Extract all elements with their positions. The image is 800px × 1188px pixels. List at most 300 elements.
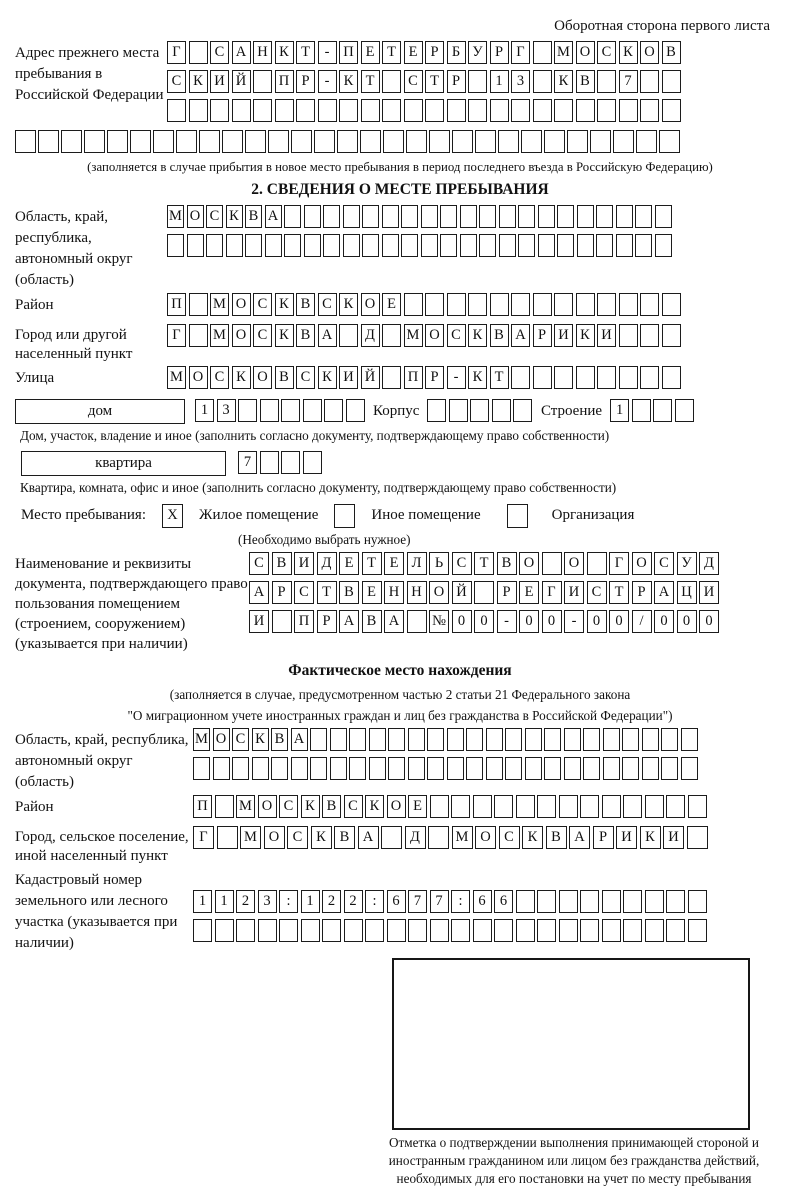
char-box[interactable] [557, 205, 574, 228]
char-box[interactable]: - [564, 610, 584, 633]
char-box[interactable] [303, 399, 322, 422]
char-box[interactable]: К [468, 366, 487, 389]
char-box[interactable] [544, 757, 561, 780]
char-box[interactable] [564, 757, 581, 780]
char-box[interactable] [662, 99, 681, 122]
char-box[interactable] [655, 234, 672, 257]
char-box[interactable] [339, 324, 358, 347]
char-box[interactable] [587, 552, 607, 575]
char-box[interactable] [408, 728, 425, 751]
char-box[interactable] [260, 399, 279, 422]
char-box[interactable]: Н [384, 581, 404, 604]
char-box[interactable] [533, 293, 552, 316]
char-box[interactable]: М [404, 324, 423, 347]
char-box[interactable] [322, 919, 341, 942]
char-box[interactable] [15, 130, 36, 153]
char-box[interactable] [659, 130, 680, 153]
char-box[interactable] [479, 205, 496, 228]
char-box[interactable]: 7 [430, 890, 449, 913]
char-box[interactable]: О [640, 41, 659, 64]
char-box[interactable]: 0 [654, 610, 674, 633]
char-box[interactable] [516, 890, 535, 913]
char-box[interactable] [516, 795, 535, 818]
char-box[interactable]: А [358, 826, 379, 849]
char-box[interactable] [557, 234, 574, 257]
char-box[interactable] [404, 293, 423, 316]
char-box[interactable]: М [554, 41, 573, 64]
char-box[interactable]: К [640, 826, 661, 849]
char-box[interactable]: Й [452, 581, 472, 604]
char-box[interactable] [382, 99, 401, 122]
char-box[interactable]: Е [404, 41, 423, 64]
char-box[interactable] [623, 795, 642, 818]
char-box[interactable]: Е [361, 41, 380, 64]
char-box[interactable] [602, 890, 621, 913]
char-box[interactable]: : [451, 890, 470, 913]
char-box[interactable] [597, 366, 616, 389]
char-box[interactable]: П [339, 41, 358, 64]
char-box[interactable] [404, 99, 423, 122]
char-box[interactable]: Й [232, 70, 251, 93]
char-box[interactable] [232, 757, 249, 780]
char-box[interactable]: И [564, 581, 584, 604]
char-box[interactable]: О [187, 205, 204, 228]
char-box[interactable] [401, 234, 418, 257]
char-box[interactable] [662, 366, 681, 389]
char-box[interactable] [460, 205, 477, 228]
char-box[interactable] [486, 728, 503, 751]
char-box[interactable]: 3 [511, 70, 530, 93]
char-box[interactable] [318, 99, 337, 122]
char-box[interactable] [429, 130, 450, 153]
char-box[interactable]: И [616, 826, 637, 849]
char-box[interactable]: В [546, 826, 567, 849]
char-box[interactable] [475, 130, 496, 153]
char-box[interactable]: 1 [195, 399, 214, 422]
char-box[interactable] [349, 757, 366, 780]
char-box[interactable]: В [362, 610, 382, 633]
char-box[interactable] [447, 293, 466, 316]
char-box[interactable] [479, 234, 496, 257]
char-box[interactable] [84, 130, 105, 153]
char-box[interactable] [61, 130, 82, 153]
char-box[interactable]: К [522, 826, 543, 849]
char-box[interactable] [559, 919, 578, 942]
char-box[interactable]: М [167, 366, 186, 389]
char-box[interactable] [430, 795, 449, 818]
char-box[interactable] [281, 399, 300, 422]
char-box[interactable]: К [318, 366, 337, 389]
char-box[interactable]: В [322, 795, 341, 818]
char-box[interactable] [640, 99, 659, 122]
char-box[interactable]: А [249, 581, 269, 604]
char-box[interactable] [666, 890, 685, 913]
char-box[interactable] [291, 130, 312, 153]
char-box[interactable]: О [258, 795, 277, 818]
char-box[interactable]: О [564, 552, 584, 575]
char-box[interactable] [447, 728, 464, 751]
char-box[interactable] [470, 399, 489, 422]
char-box[interactable] [640, 293, 659, 316]
char-box[interactable] [215, 795, 234, 818]
char-box[interactable]: С [253, 324, 272, 347]
char-box[interactable]: 1 [193, 890, 212, 913]
char-box[interactable]: И [210, 70, 229, 93]
char-box[interactable]: Л [407, 552, 427, 575]
char-box[interactable]: К [311, 826, 332, 849]
char-box[interactable] [291, 757, 308, 780]
char-box[interactable] [640, 366, 659, 389]
char-box[interactable] [466, 728, 483, 751]
char-box[interactable]: В [490, 324, 509, 347]
char-box[interactable] [619, 324, 638, 347]
char-box[interactable]: - [318, 41, 337, 64]
char-box[interactable] [490, 293, 509, 316]
char-box[interactable]: К [339, 70, 358, 93]
char-box[interactable]: К [226, 205, 243, 228]
char-box[interactable] [576, 99, 595, 122]
char-box[interactable]: К [275, 324, 294, 347]
char-box[interactable]: М [210, 324, 229, 347]
char-box[interactable]: В [296, 324, 315, 347]
char-box[interactable] [279, 919, 298, 942]
char-box[interactable]: Н [253, 41, 272, 64]
char-box[interactable]: Д [405, 826, 426, 849]
char-box[interactable]: В [272, 552, 292, 575]
char-box[interactable] [542, 552, 562, 575]
char-box[interactable] [666, 795, 685, 818]
char-box[interactable]: А [511, 324, 530, 347]
char-box[interactable] [533, 41, 552, 64]
char-box[interactable]: Р [497, 581, 517, 604]
char-box[interactable]: В [296, 293, 315, 316]
char-box[interactable]: С [587, 581, 607, 604]
char-box[interactable] [623, 919, 642, 942]
char-box[interactable] [583, 757, 600, 780]
char-box[interactable] [661, 728, 678, 751]
char-box[interactable] [314, 130, 335, 153]
char-box[interactable] [271, 757, 288, 780]
char-box[interactable]: : [365, 890, 384, 913]
char-box[interactable]: С [294, 581, 314, 604]
char-box[interactable] [176, 130, 197, 153]
char-box[interactable]: А [318, 324, 337, 347]
char-box[interactable] [498, 130, 519, 153]
char-box[interactable] [544, 728, 561, 751]
char-box[interactable] [564, 728, 581, 751]
char-box[interactable] [260, 451, 279, 474]
char-box[interactable] [602, 919, 621, 942]
char-box[interactable] [425, 99, 444, 122]
char-box[interactable] [187, 234, 204, 257]
char-box[interactable]: С [232, 728, 249, 751]
char-box[interactable] [505, 757, 522, 780]
char-box[interactable] [653, 399, 672, 422]
char-box[interactable]: А [384, 610, 404, 633]
char-box[interactable]: 7 [238, 451, 257, 474]
char-box[interactable] [537, 890, 556, 913]
char-box[interactable] [576, 366, 595, 389]
char-box[interactable]: В [497, 552, 517, 575]
apartment-type-box[interactable]: квартира [21, 451, 226, 476]
char-box[interactable] [427, 399, 446, 422]
char-box[interactable] [213, 757, 230, 780]
char-box[interactable] [382, 366, 401, 389]
char-box[interactable] [304, 234, 321, 257]
char-box[interactable] [468, 293, 487, 316]
char-box[interactable] [490, 99, 509, 122]
char-box[interactable] [681, 728, 698, 751]
char-box[interactable]: К [232, 366, 251, 389]
char-box[interactable] [296, 99, 315, 122]
char-box[interactable]: 7 [408, 890, 427, 913]
char-box[interactable] [206, 234, 223, 257]
char-box[interactable]: Р [425, 41, 444, 64]
char-box[interactable]: С [253, 293, 272, 316]
char-box[interactable] [662, 293, 681, 316]
char-box[interactable] [580, 890, 599, 913]
char-box[interactable] [554, 366, 573, 389]
char-box[interactable]: В [576, 70, 595, 93]
char-box[interactable]: 3 [217, 399, 236, 422]
char-box[interactable] [343, 234, 360, 257]
char-box[interactable]: М [193, 728, 210, 751]
char-box[interactable] [387, 919, 406, 942]
char-box[interactable]: Р [296, 70, 315, 93]
char-box[interactable]: С [597, 41, 616, 64]
char-box[interactable]: К [365, 795, 384, 818]
char-box[interactable]: Ь [429, 552, 449, 575]
char-box[interactable]: Г [167, 324, 186, 347]
char-box[interactable] [577, 234, 594, 257]
char-box[interactable]: О [576, 41, 595, 64]
char-box[interactable]: 0 [699, 610, 719, 633]
char-box[interactable] [642, 728, 659, 751]
checkbox-other-premises[interactable] [334, 504, 355, 528]
char-box[interactable]: 0 [452, 610, 472, 633]
char-box[interactable] [167, 99, 186, 122]
char-box[interactable]: Р [447, 70, 466, 93]
char-box[interactable]: Е [382, 293, 401, 316]
char-box[interactable] [559, 890, 578, 913]
char-box[interactable] [323, 234, 340, 257]
char-box[interactable] [303, 451, 322, 474]
char-box[interactable]: М [167, 205, 184, 228]
char-box[interactable] [636, 130, 657, 153]
char-box[interactable] [268, 130, 289, 153]
char-box[interactable]: О [189, 366, 208, 389]
char-box[interactable] [361, 99, 380, 122]
char-box[interactable]: Р [632, 581, 652, 604]
char-box[interactable]: Р [593, 826, 614, 849]
char-box[interactable] [688, 919, 707, 942]
char-box[interactable] [533, 366, 552, 389]
char-box[interactable]: П [275, 70, 294, 93]
char-box[interactable]: С [404, 70, 423, 93]
char-box[interactable] [513, 399, 532, 422]
char-box[interactable] [451, 795, 470, 818]
char-box[interactable] [284, 205, 301, 228]
char-box[interactable] [452, 130, 473, 153]
char-box[interactable] [635, 234, 652, 257]
char-box[interactable]: И [663, 826, 684, 849]
char-box[interactable] [388, 728, 405, 751]
char-box[interactable]: С [296, 366, 315, 389]
char-box[interactable] [613, 130, 634, 153]
char-box[interactable] [559, 795, 578, 818]
char-box[interactable] [554, 293, 573, 316]
char-box[interactable] [245, 130, 266, 153]
char-box[interactable] [473, 795, 492, 818]
char-box[interactable]: О [253, 366, 272, 389]
char-box[interactable] [525, 728, 542, 751]
char-box[interactable] [38, 130, 59, 153]
char-box[interactable]: С [654, 552, 674, 575]
char-box[interactable] [655, 205, 672, 228]
char-box[interactable]: И [597, 324, 616, 347]
char-box[interactable]: 7 [619, 70, 638, 93]
char-box[interactable] [597, 70, 616, 93]
char-box[interactable] [486, 757, 503, 780]
char-box[interactable]: В [275, 366, 294, 389]
char-box[interactable] [222, 130, 243, 153]
char-box[interactable] [596, 205, 613, 228]
char-box[interactable]: Т [382, 41, 401, 64]
char-box[interactable] [130, 130, 151, 153]
char-box[interactable] [343, 205, 360, 228]
char-box[interactable] [217, 826, 238, 849]
char-box[interactable] [675, 399, 694, 422]
char-box[interactable] [360, 130, 381, 153]
char-box[interactable]: С [287, 826, 308, 849]
char-box[interactable]: С [210, 41, 229, 64]
char-box[interactable]: Е [339, 552, 359, 575]
char-box[interactable]: П [193, 795, 212, 818]
char-box[interactable] [602, 795, 621, 818]
char-box[interactable] [567, 130, 588, 153]
char-box[interactable] [310, 757, 327, 780]
char-box[interactable] [310, 728, 327, 751]
char-box[interactable] [281, 451, 300, 474]
char-box[interactable] [544, 130, 565, 153]
char-box[interactable] [252, 757, 269, 780]
char-box[interactable]: А [291, 728, 308, 751]
char-box[interactable] [460, 234, 477, 257]
char-box[interactable]: И [554, 324, 573, 347]
char-box[interactable] [232, 99, 251, 122]
char-box[interactable] [518, 205, 535, 228]
char-box[interactable]: Р [425, 366, 444, 389]
char-box[interactable] [215, 919, 234, 942]
char-box[interactable]: 1 [490, 70, 509, 93]
char-box[interactable]: Г [511, 41, 530, 64]
char-box[interactable] [344, 919, 363, 942]
char-box[interactable] [516, 919, 535, 942]
char-box[interactable] [499, 234, 516, 257]
char-box[interactable]: 0 [519, 610, 539, 633]
char-box[interactable]: / [632, 610, 652, 633]
char-box[interactable] [427, 728, 444, 751]
char-box[interactable] [499, 205, 516, 228]
char-box[interactable] [330, 757, 347, 780]
char-box[interactable] [226, 234, 243, 257]
char-box[interactable] [449, 399, 468, 422]
char-box[interactable] [189, 324, 208, 347]
char-box[interactable] [362, 205, 379, 228]
char-box[interactable] [382, 234, 399, 257]
char-box[interactable]: С [344, 795, 363, 818]
char-box[interactable] [505, 728, 522, 751]
char-box[interactable]: Р [490, 41, 509, 64]
char-box[interactable] [466, 757, 483, 780]
char-box[interactable] [107, 130, 128, 153]
char-box[interactable]: Н [407, 581, 427, 604]
char-box[interactable]: О [232, 324, 251, 347]
char-box[interactable] [238, 399, 257, 422]
char-box[interactable]: С [167, 70, 186, 93]
char-box[interactable]: О [232, 293, 251, 316]
char-box[interactable] [494, 919, 513, 942]
char-box[interactable]: О [425, 324, 444, 347]
char-box[interactable]: С [499, 826, 520, 849]
char-box[interactable] [666, 919, 685, 942]
char-box[interactable]: К [339, 293, 358, 316]
char-box[interactable] [468, 70, 487, 93]
char-box[interactable]: Т [490, 366, 509, 389]
char-box[interactable]: - [497, 610, 517, 633]
char-box[interactable] [619, 366, 638, 389]
char-box[interactable]: Р [533, 324, 552, 347]
char-box[interactable] [447, 99, 466, 122]
char-box[interactable] [645, 919, 664, 942]
char-box[interactable] [645, 890, 664, 913]
char-box[interactable] [382, 70, 401, 93]
char-box[interactable] [537, 795, 556, 818]
char-box[interactable]: 0 [474, 610, 494, 633]
char-box[interactable]: А [265, 205, 282, 228]
char-box[interactable]: С [452, 552, 472, 575]
char-box[interactable]: 2 [344, 890, 363, 913]
char-box[interactable]: В [271, 728, 288, 751]
char-box[interactable] [421, 205, 438, 228]
char-box[interactable] [580, 919, 599, 942]
char-box[interactable]: Т [425, 70, 444, 93]
char-box[interactable]: О [429, 581, 449, 604]
char-box[interactable]: О [519, 552, 539, 575]
char-box[interactable] [189, 41, 208, 64]
char-box[interactable]: О [387, 795, 406, 818]
char-box[interactable] [533, 70, 552, 93]
char-box[interactable]: 6 [494, 890, 513, 913]
char-box[interactable]: А [654, 581, 674, 604]
char-box[interactable]: 2 [322, 890, 341, 913]
char-box[interactable]: Т [296, 41, 315, 64]
char-box[interactable]: К [275, 41, 294, 64]
char-box[interactable]: 0 [542, 610, 562, 633]
char-box[interactable]: 1 [215, 890, 234, 913]
char-box[interactable] [193, 757, 210, 780]
char-box[interactable]: № [429, 610, 449, 633]
char-box[interactable] [365, 919, 384, 942]
char-box[interactable] [533, 99, 552, 122]
char-box[interactable] [521, 130, 542, 153]
char-box[interactable] [428, 826, 449, 849]
char-box[interactable] [189, 293, 208, 316]
char-box[interactable]: Г [193, 826, 214, 849]
char-box[interactable]: Т [361, 70, 380, 93]
char-box[interactable]: Е [408, 795, 427, 818]
char-box[interactable] [258, 919, 277, 942]
